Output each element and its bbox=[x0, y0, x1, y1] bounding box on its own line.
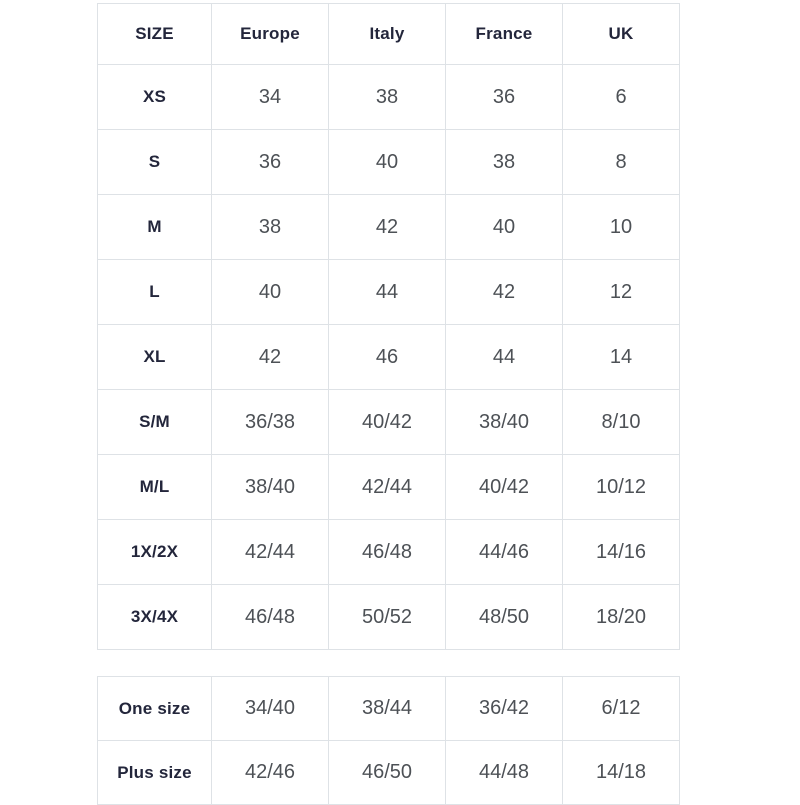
value-cell: 36/38 bbox=[212, 390, 329, 455]
value-cell: 14 bbox=[563, 325, 680, 390]
extra-sizes-table-body bbox=[98, 677, 680, 805]
value-cell: 8 bbox=[563, 130, 680, 195]
row-label-cell: Plus size bbox=[98, 741, 212, 805]
row-label-cell: M/L bbox=[98, 455, 212, 520]
value-cell: 38 bbox=[446, 130, 563, 195]
value-cell: 14/18 bbox=[563, 741, 680, 805]
row-label-cell: L bbox=[98, 260, 212, 325]
value-cell: 38/40 bbox=[446, 390, 563, 455]
value-cell: 6/12 bbox=[563, 677, 680, 741]
table-row bbox=[98, 325, 680, 390]
value-cell: 40 bbox=[212, 260, 329, 325]
value-cell: 10 bbox=[563, 195, 680, 260]
header-cell: Italy bbox=[329, 4, 446, 65]
value-cell: 48/50 bbox=[446, 585, 563, 650]
value-cell: 36/42 bbox=[446, 677, 563, 741]
value-cell: 38 bbox=[212, 195, 329, 260]
value-cell: 44/48 bbox=[446, 741, 563, 805]
table-row bbox=[98, 65, 680, 130]
value-cell: 34 bbox=[212, 65, 329, 130]
value-cell: 42 bbox=[329, 195, 446, 260]
value-cell: 46/50 bbox=[329, 741, 446, 805]
value-cell: 40 bbox=[446, 195, 563, 260]
header-cell: France bbox=[446, 4, 563, 65]
value-cell: 18/20 bbox=[563, 585, 680, 650]
value-cell: 12 bbox=[563, 260, 680, 325]
value-cell: 38/40 bbox=[212, 455, 329, 520]
value-cell: 46/48 bbox=[329, 520, 446, 585]
table-row bbox=[98, 130, 680, 195]
header-cell: Europe bbox=[212, 4, 329, 65]
table-row bbox=[98, 741, 680, 805]
value-cell: 42 bbox=[212, 325, 329, 390]
value-cell: 50/52 bbox=[329, 585, 446, 650]
value-cell: 42/46 bbox=[212, 741, 329, 805]
table-row bbox=[98, 390, 680, 455]
value-cell: 42/44 bbox=[212, 520, 329, 585]
row-label-cell: 1X/2X bbox=[98, 520, 212, 585]
table-row bbox=[98, 195, 680, 260]
value-cell: 8/10 bbox=[563, 390, 680, 455]
value-cell: 44 bbox=[329, 260, 446, 325]
table-row bbox=[98, 585, 680, 650]
value-cell: 44/46 bbox=[446, 520, 563, 585]
header-row bbox=[98, 4, 680, 65]
table-row bbox=[98, 677, 680, 741]
row-label-cell: S bbox=[98, 130, 212, 195]
value-cell: 38 bbox=[329, 65, 446, 130]
row-label-cell: 3X/4X bbox=[98, 585, 212, 650]
value-cell: 40/42 bbox=[329, 390, 446, 455]
row-label-cell: M bbox=[98, 195, 212, 260]
value-cell: 10/12 bbox=[563, 455, 680, 520]
value-cell: 46/48 bbox=[212, 585, 329, 650]
header-cell: UK bbox=[563, 4, 680, 65]
value-cell: 36 bbox=[212, 130, 329, 195]
table-gap bbox=[97, 650, 679, 676]
row-label-cell: XL bbox=[98, 325, 212, 390]
table-row bbox=[98, 520, 680, 585]
size-table-body bbox=[98, 65, 680, 650]
row-label-cell: S/M bbox=[98, 390, 212, 455]
value-cell: 14/16 bbox=[563, 520, 680, 585]
value-cell: 38/44 bbox=[329, 677, 446, 741]
size-conversion-chart bbox=[97, 3, 679, 805]
row-label-cell: One size bbox=[98, 677, 212, 741]
extra-sizes-table bbox=[97, 676, 680, 805]
size-table-header bbox=[98, 4, 680, 65]
value-cell: 46 bbox=[329, 325, 446, 390]
value-cell: 40/42 bbox=[446, 455, 563, 520]
value-cell: 6 bbox=[563, 65, 680, 130]
value-cell: 42 bbox=[446, 260, 563, 325]
value-cell: 44 bbox=[446, 325, 563, 390]
value-cell: 34/40 bbox=[212, 677, 329, 741]
row-label-cell: XS bbox=[98, 65, 212, 130]
size-conversion-table bbox=[97, 3, 680, 650]
value-cell: 40 bbox=[329, 130, 446, 195]
value-cell: 36 bbox=[446, 65, 563, 130]
value-cell: 42/44 bbox=[329, 455, 446, 520]
header-cell: SIZE bbox=[98, 4, 212, 65]
table-row bbox=[98, 455, 680, 520]
table-row bbox=[98, 260, 680, 325]
